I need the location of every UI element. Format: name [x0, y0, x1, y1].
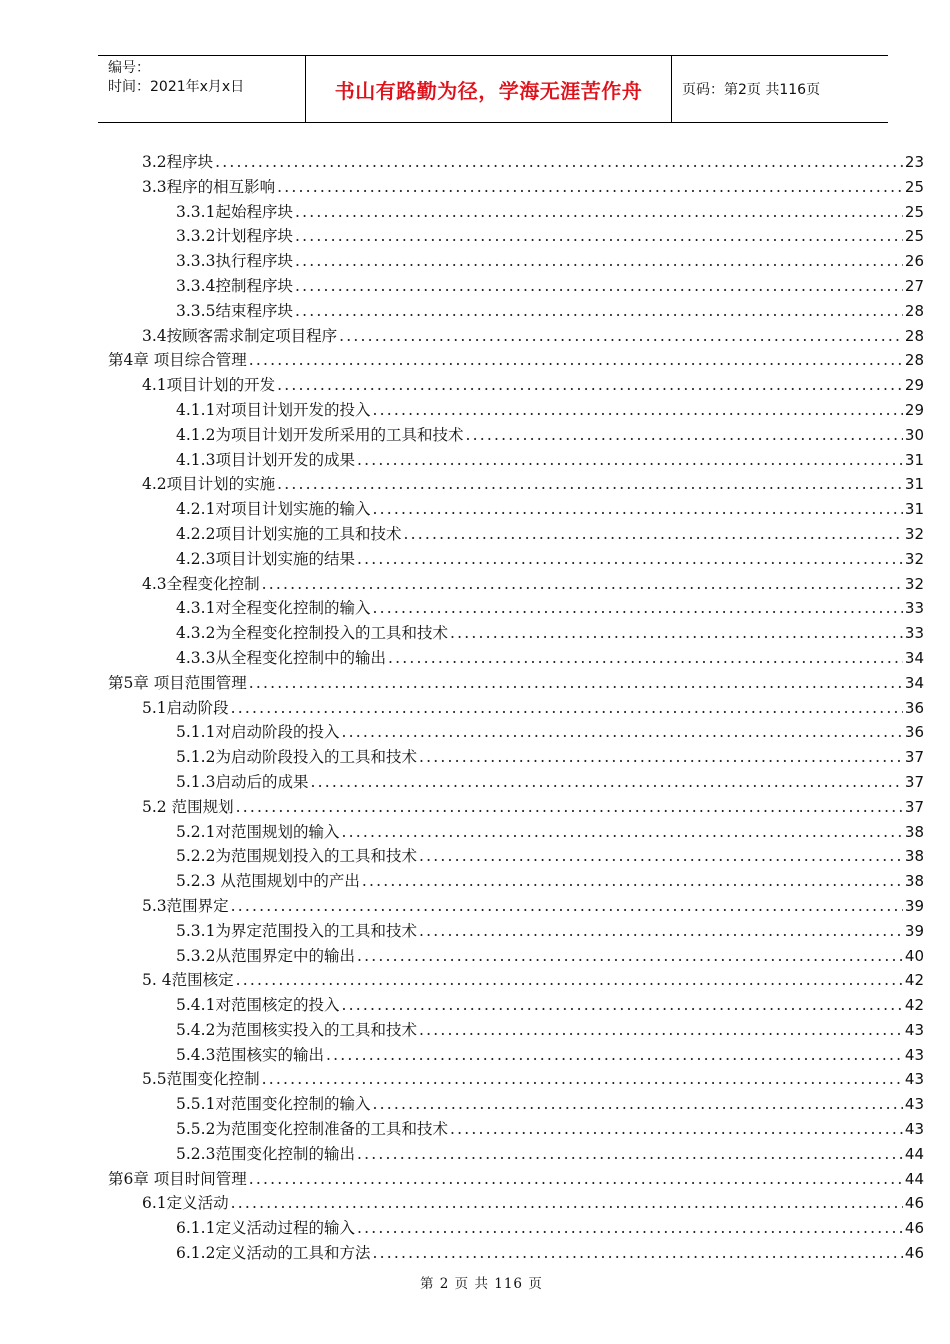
- toc-entry-title: 5.2.2为范围规划投入的工具和技术: [176, 847, 417, 866]
- toc-entry-page: 32: [904, 549, 924, 568]
- toc-dot-leader: [295, 277, 903, 295]
- toc-entry-page: 42: [904, 996, 924, 1015]
- toc-entry-title: 4.1项目计划的开发: [142, 376, 276, 395]
- toc-entry[interactable]: [108, 175, 924, 200]
- toc-dot-leader: [236, 798, 903, 816]
- toc-entry[interactable]: [108, 324, 924, 349]
- toc-entry[interactable]: [108, 795, 924, 820]
- toc-entry-title: 4.1.1对项目计划开发的投入: [176, 400, 371, 419]
- toc-entry-page: 44: [904, 1144, 924, 1163]
- toc-entry-page: 43: [904, 1020, 924, 1039]
- toc-entry-title: 5.4.2为范围核实投入的工具和技术: [176, 1020, 417, 1039]
- toc-dot-leader: [419, 847, 903, 865]
- toc-dot-leader: [357, 947, 903, 965]
- toc-entry[interactable]: [108, 472, 924, 497]
- toc-entry-page: 37: [904, 772, 924, 791]
- toc-entry[interactable]: [108, 547, 924, 572]
- toc-entry-page: 31: [904, 475, 924, 494]
- toc-entry[interactable]: [108, 919, 924, 944]
- toc-entry-page: 40: [904, 946, 924, 965]
- toc-entry[interactable]: [108, 621, 924, 646]
- toc-entry[interactable]: [108, 993, 924, 1018]
- toc-entry-title: 5.5.2为范围变化控制准备的工具和技术: [176, 1120, 448, 1139]
- toc-entry-page: 44: [904, 1169, 924, 1188]
- toc-entry-title: 6.1定义活动: [142, 1194, 229, 1213]
- toc-entry-title: 5.5.1对范围变化控制的输入: [176, 1095, 371, 1114]
- toc-entry-page: 36: [904, 723, 924, 742]
- toc-entry[interactable]: [108, 150, 924, 175]
- toc-dot-leader: [372, 401, 902, 419]
- toc-entry-title: 5. 4范围核定: [142, 971, 234, 990]
- toc-dot-leader: [277, 475, 903, 493]
- toc-entry-title: 第4章 项目综合管理: [108, 351, 247, 370]
- toc-entry[interactable]: [108, 1092, 924, 1117]
- toc-dot-leader: [249, 674, 903, 692]
- toc-entry[interactable]: [108, 249, 924, 274]
- toc-entry[interactable]: [108, 1043, 924, 1068]
- toc-entry-title: 3.3.3执行程序块: [176, 252, 293, 271]
- toc-entry-title: 4.3全程变化控制: [142, 574, 260, 593]
- toc-entry-title: 5.2.3 从范围规划中的产出: [176, 872, 360, 891]
- toc-dot-leader: [450, 1120, 903, 1138]
- toc-entry-title: 4.3.3从全程变化控制中的输出: [176, 648, 386, 667]
- toc-entry[interactable]: [108, 1067, 924, 1092]
- toc-entry-page: 29: [904, 376, 924, 395]
- toc-entry-page: 38: [904, 847, 924, 866]
- toc-entry[interactable]: [108, 1142, 924, 1167]
- toc-dot-leader: [295, 302, 903, 320]
- toc-dot-leader: [357, 550, 903, 568]
- toc-entry-title: 5.2 范围规划: [142, 797, 234, 816]
- toc-entry-page: 25: [904, 227, 924, 246]
- toc-entry[interactable]: [108, 820, 924, 845]
- toc-entry[interactable]: [108, 894, 924, 919]
- toc-entry-page: 28: [904, 326, 924, 345]
- toc-entry-title: 5.3.1为界定范围投入的工具和技术: [176, 921, 417, 940]
- toc-entry-page: 26: [904, 252, 924, 271]
- toc-dot-leader: [372, 1244, 902, 1262]
- header-meta: [98, 56, 306, 122]
- toc-entry-title: 3.3程序的相互影响: [142, 177, 276, 196]
- toc-entry[interactable]: [108, 1241, 924, 1266]
- toc-dot-leader: [465, 426, 902, 444]
- toc-entry-page: 31: [904, 500, 924, 519]
- toc-dot-leader: [262, 1070, 903, 1088]
- toc-entry[interactable]: [108, 968, 924, 993]
- toc-entry-page: 38: [904, 872, 924, 891]
- toc-entry-page: 25: [904, 177, 924, 196]
- toc-entry-page: 32: [904, 524, 924, 543]
- toc-entry-title: 4.1.2为项目计划开发所采用的工具和技术: [176, 425, 464, 444]
- toc-entry-page: 33: [904, 599, 924, 618]
- toc-entry-title: 5.2.3范围变化控制的输出: [176, 1144, 355, 1163]
- toc-entry[interactable]: [108, 224, 924, 249]
- toc-entry-title: 5.2.1对范围规划的输入: [176, 822, 340, 841]
- toc-dot-leader: [372, 500, 902, 518]
- toc-dot-leader: [310, 773, 902, 791]
- document-date: 时间：2021年x月x日: [108, 79, 245, 95]
- toc-entry-page: 43: [904, 1070, 924, 1089]
- toc-entry[interactable]: [108, 497, 924, 522]
- toc-entry-page: 43: [904, 1095, 924, 1114]
- toc-entry-page: 28: [904, 301, 924, 320]
- toc-entry-title: 5.1.1对启动阶段的投入: [176, 723, 340, 742]
- toc-entry-page: 29: [904, 400, 924, 419]
- toc-dot-leader: [262, 575, 903, 593]
- toc-entry[interactable]: [108, 348, 924, 373]
- toc-dot-leader: [295, 252, 903, 270]
- toc-dot-leader: [357, 1219, 903, 1237]
- toc-dot-leader: [339, 327, 903, 345]
- toc-entry[interactable]: [108, 572, 924, 597]
- toc-entry-title: 5.5范围变化控制: [142, 1070, 260, 1089]
- toc-entry-title: 5.1.3启动后的成果: [176, 772, 309, 791]
- toc-entry-page: 42: [904, 971, 924, 990]
- toc-dot-leader: [388, 649, 903, 667]
- toc-dot-leader: [277, 178, 903, 196]
- toc-entry-page: 31: [904, 450, 924, 469]
- toc-dot-leader: [372, 1095, 902, 1113]
- toc-entry-title: 4.2.2项目计划实施的工具和技术: [176, 524, 402, 543]
- toc-entry-title: 3.3.2计划程序块: [176, 227, 293, 246]
- toc-entry[interactable]: [108, 1018, 924, 1043]
- toc-entry-page: 27: [904, 276, 924, 295]
- toc-entry-page: 33: [904, 624, 924, 643]
- toc-entry[interactable]: [108, 1191, 924, 1216]
- toc-dot-leader: [231, 699, 903, 717]
- toc-entry[interactable]: [108, 398, 924, 423]
- toc-entry-page: 30: [904, 425, 924, 444]
- toc-entry-title: 第5章 项目范围管理: [108, 673, 247, 692]
- toc-entry[interactable]: [108, 373, 924, 398]
- toc-dot-leader: [277, 376, 903, 394]
- toc-entry[interactable]: [108, 522, 924, 547]
- toc-entry-page: 34: [904, 648, 924, 667]
- header-page-info: 页码：第2页 共116页: [682, 82, 821, 98]
- toc-entry-title: 5.1启动阶段: [142, 698, 229, 717]
- toc-entry-title: 3.4按顾客需求制定项目程序: [142, 326, 338, 345]
- toc-entry[interactable]: [108, 671, 924, 696]
- toc-entry[interactable]: [108, 1167, 924, 1192]
- page-header: [98, 55, 888, 123]
- toc-entry[interactable]: [108, 696, 924, 721]
- toc-dot-leader: [403, 525, 902, 543]
- toc-entry-page: 37: [904, 797, 924, 816]
- toc-dot-leader: [419, 748, 903, 766]
- toc-entry-page: 28: [904, 351, 924, 370]
- header-slogan: 书山有路勤为径，学海无涯苦作舟: [306, 56, 672, 122]
- toc-entry-page: 46: [904, 1244, 924, 1263]
- toc-entry-page: 25: [904, 202, 924, 221]
- toc-dot-leader: [362, 872, 903, 890]
- toc-entry[interactable]: [108, 448, 924, 473]
- toc-dot-leader: [249, 1170, 903, 1188]
- toc-entry[interactable]: [108, 299, 924, 324]
- toc-entry-title: 4.2.3项目计划实施的结果: [176, 549, 355, 568]
- toc-dot-leader: [215, 153, 903, 171]
- toc-entry-title: 3.2程序块: [142, 153, 214, 171]
- toc-dot-leader: [295, 203, 903, 221]
- toc-entry[interactable]: [108, 770, 924, 795]
- toc-entry[interactable]: [108, 944, 924, 969]
- toc-dot-leader: [357, 451, 903, 469]
- toc-entry-title: 5.3.2从范围界定中的输出: [176, 946, 355, 965]
- toc-entry-page: 34: [904, 673, 924, 692]
- toc-entry-title: 3.3.1起始程序块: [176, 202, 293, 221]
- toc-entry-page: 38: [904, 822, 924, 841]
- toc-entry[interactable]: [108, 844, 924, 869]
- toc-dot-leader: [295, 227, 903, 245]
- toc-entry-title: 5.1.2为启动阶段投入的工具和技术: [176, 748, 417, 767]
- toc-entry-page: 39: [904, 896, 924, 915]
- toc-entry[interactable]: [108, 745, 924, 770]
- toc-dot-leader: [326, 1046, 903, 1064]
- toc-dot-leader: [341, 996, 902, 1014]
- toc-dot-leader: [249, 351, 903, 369]
- toc-entry-page: 46: [904, 1194, 924, 1213]
- toc-entry-page: 37: [904, 748, 924, 767]
- toc-entry-title: 4.2.1对项目计划实施的输入: [176, 500, 371, 519]
- toc-entry-title: 4.3.1对全程变化控制的输入: [176, 599, 371, 618]
- toc-dot-leader: [341, 723, 902, 741]
- toc-entry[interactable]: [108, 423, 924, 448]
- toc-dot-leader: [450, 624, 903, 642]
- toc-dot-leader: [419, 922, 903, 940]
- toc-entry-title: 5.3范围界定: [142, 896, 229, 915]
- toc-dot-leader: [372, 599, 902, 617]
- toc-entry-page: 46: [904, 1219, 924, 1238]
- toc-dot-leader: [231, 1194, 903, 1212]
- toc-entry-title: 3.3.4控制程序块: [176, 276, 293, 295]
- toc-entry[interactable]: [108, 1216, 924, 1241]
- toc-entry[interactable]: [108, 596, 924, 621]
- toc-dot-leader: [357, 1145, 903, 1163]
- toc-entry[interactable]: [108, 274, 924, 299]
- page-footer: 第 2 页 共 116 页: [420, 1276, 543, 1292]
- toc-entry[interactable]: [108, 646, 924, 671]
- toc-dot-leader: [341, 823, 902, 841]
- toc-entry-title: 4.1.3项目计划开发的成果: [176, 450, 355, 469]
- toc-entry-page: 43: [904, 1120, 924, 1139]
- toc-entry-title: 第6章 项目时间管理: [108, 1169, 247, 1188]
- toc-entry-page: 23: [904, 153, 924, 171]
- toc-entry[interactable]: [108, 869, 924, 894]
- toc-entry-page: 36: [904, 698, 924, 717]
- toc-dot-leader: [231, 897, 903, 915]
- toc-entry-title: 3.3.5结束程序块: [176, 301, 293, 320]
- document-number-label: 编号：: [108, 60, 150, 76]
- toc-entry-title: 5.4.1对范围核定的投入: [176, 996, 340, 1015]
- toc-entry-title: 6.1.1定义活动过程的输入: [176, 1219, 355, 1238]
- toc-entry-page: 39: [904, 921, 924, 940]
- toc-entry-title: 4.2项目计划的实施: [142, 475, 276, 494]
- toc-entry-title: 4.3.2为全程变化控制投入的工具和技术: [176, 624, 448, 643]
- toc-entry-title: 6.1.2定义活动的工具和方法: [176, 1244, 371, 1263]
- toc-entry-page: 32: [904, 574, 924, 593]
- table-of-contents: [108, 150, 924, 1266]
- toc-entry[interactable]: [108, 1117, 924, 1142]
- toc-dot-leader: [236, 971, 903, 989]
- toc-entry-title: 5.4.3范围核实的输出: [176, 1045, 324, 1064]
- toc-dot-leader: [419, 1021, 903, 1039]
- toc-entry[interactable]: [108, 200, 924, 225]
- toc-entry[interactable]: [108, 720, 924, 745]
- toc-entry-page: 43: [904, 1045, 924, 1064]
